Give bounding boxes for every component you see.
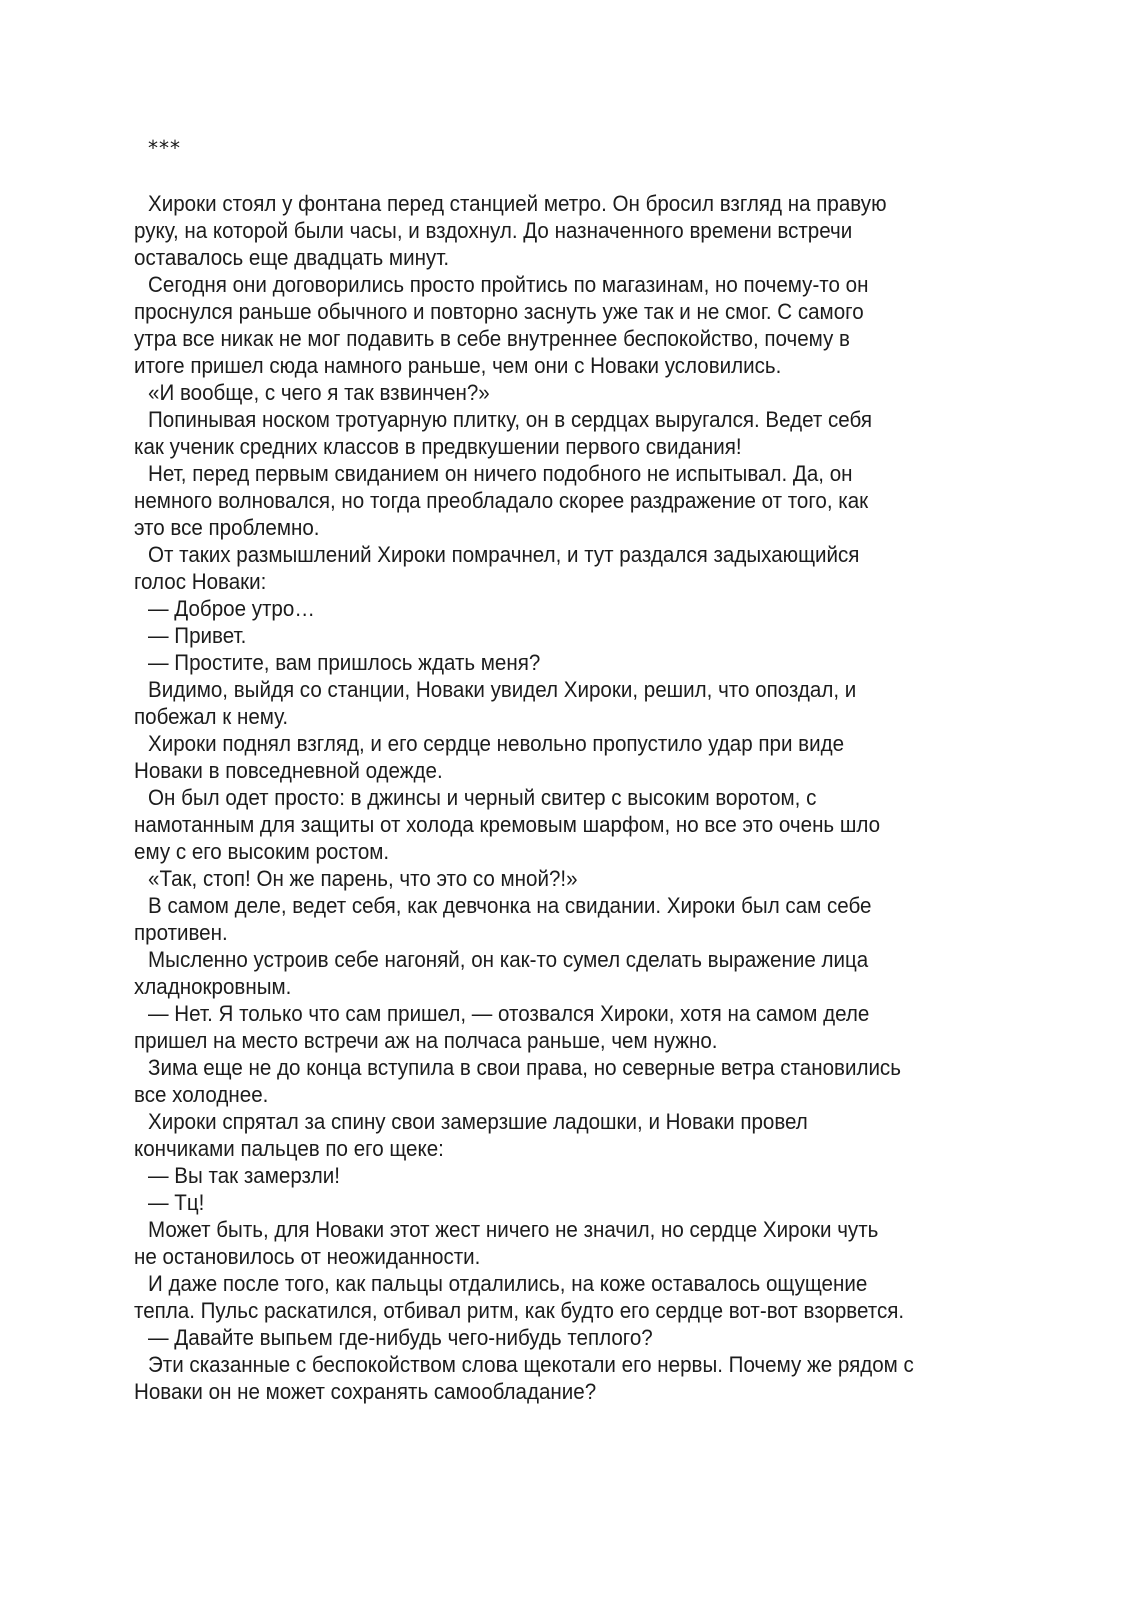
paragraph-line: ему с его высоким ростом. [134,839,390,864]
paragraph-first-line: — Нет. Я только что сам пришел, — отозвался Хироки, хотя на самом деле [148,1001,870,1026]
paragraph-line: пришел на место встречи аж на полчаса раньше, чем нужно. [134,1028,718,1053]
paragraph-first-line: Он был одет просто: в джинсы и черный свитер с высоким воротом, с [148,785,817,810]
paragraph-line: Новаки в повседневной одежде. [134,758,443,783]
paragraph-line: намотанным для защиты от холода кремовым шарфом, но все это очень шло [134,812,881,837]
paragraph-line: как ученик средних классов в предвкушении первого свидания! [134,434,742,459]
paragraph [134,946,1004,1000]
paragraph-first-line: Хироки поднял взгляд, и его сердце невольно пропустило удар при виде [148,731,845,756]
paragraph [134,1216,1004,1270]
paragraph [134,784,1004,865]
paragraph-first-line: Хироки стоял у фонтана перед станцией метро. Он бросил взгляд на правую [148,191,887,216]
paragraph-first-line: «Так, стоп! Он же парень, что это со мной?!» [148,866,578,891]
paragraph-first-line: — Вы так замерзли! [148,1163,340,1188]
paragraph-line: оставалось еще двадцать минут. [134,245,450,270]
paragraph-line: утра все никак не мог подавить в себе внутреннее беспокойство, почему в [134,326,850,351]
paragraph-first-line: Нет, перед первым свиданием он ничего подобного не испытывал. Да, он [148,461,853,486]
paragraph [134,1270,1004,1324]
paragraph-first-line: От таких размышлений Хироки помрачнел, и тут раздался задыхающийся [148,542,860,567]
body-text [134,190,1004,1405]
paragraph [134,865,1004,892]
paragraph-line: немного волновался, но тогда преобладало скорее раздражение от того, как [134,488,869,513]
paragraph-first-line: Хироки спрятал за спину свои замерзшие ладошки, и Новаки провел [148,1109,808,1134]
paragraph [134,541,1004,595]
paragraph [134,406,1004,460]
paragraph [134,1189,1004,1216]
paragraph [134,676,1004,730]
paragraph [134,190,1004,271]
paragraph-first-line: Может быть, для Новаки этот жест ничего не значил, но сердце Хироки чуть [148,1217,879,1242]
paragraph [134,595,1004,622]
paragraph-first-line: — Простите, вам пришлось ждать меня? [148,650,541,675]
paragraph-first-line: Попинывая носком тротуарную плитку, он в сердцах выругался. Ведет себя [148,407,872,432]
paragraph-line: это все проблемно. [134,515,320,540]
paragraph-line: не остановилось от неожиданности. [134,1244,481,1269]
paragraph-first-line: Видимо, выйдя со станции, Новаки увидел Хироки, решил, что опоздал, и [148,677,857,702]
paragraph [134,1351,1004,1405]
paragraph-line: кончиками пальцев по его щеке: [134,1136,444,1161]
paragraph-first-line: Мысленно устроив себе нагоняй, он как-то сумел сделать выражение лица [148,947,869,972]
paragraph-line: руку, на которой были часы, и вздохнул. До назначенного времени встречи [134,218,853,243]
paragraph-line: побежал к нему. [134,704,289,729]
paragraph-first-line: Сегодня они договорились просто пройтись по магазинам, но почему-то он [148,272,869,297]
paragraph [134,271,1004,379]
paragraph-first-line: «И вообще, с чего я так взвинчен?» [148,380,490,405]
paragraph-first-line: — Давайте выпьем где-нибудь чего-нибудь теплого? [148,1325,653,1350]
scene-separator: *** [148,136,181,160]
paragraph [134,1324,1004,1351]
paragraph-line: противен. [134,920,228,945]
paragraph [134,1162,1004,1189]
paragraph-first-line: Зима еще не до конца вступила в свои права, но северные ветра становились [148,1055,901,1080]
paragraph-first-line: — Доброе утро… [148,596,315,621]
paragraph [134,730,1004,784]
paragraph [134,622,1004,649]
paragraph-line: все холоднее. [134,1082,269,1107]
paragraph-line: проснулся раньше обычного и повторно заснуть уже так и не смог. С самого [134,299,864,324]
paragraph-first-line: И даже после того, как пальцы отдалились, на коже оставалось ощущение [148,1271,868,1296]
paragraph-first-line: — Тц! [148,1190,205,1215]
paragraph-first-line: В самом деле, ведет себя, как девчонка на свидании. Хироки был сам себе [148,893,872,918]
paragraph-line: хладнокровным. [134,974,292,999]
paragraph-line: итоге пришел сюда намного раньше, чем они с Новаки условились. [134,353,782,378]
paragraph [134,460,1004,541]
paragraph [134,1108,1004,1162]
paragraph-first-line: Эти сказанные с беспокойством слова щекотали его нервы. Почему же рядом с [148,1352,914,1377]
paragraph [134,892,1004,946]
paragraph [134,1000,1004,1054]
paragraph [134,1054,1004,1108]
paragraph [134,649,1004,676]
paragraph-line: тепла. Пульс раскатился, отбивал ритм, как будто его сердце вот-вот взорвется. [134,1298,905,1323]
paragraph [134,379,1004,406]
paragraph-line: голос Новаки: [134,569,267,594]
paragraph-line: Новаки он не может сохранять самообладание? [134,1379,597,1404]
paragraph-first-line: — Привет. [148,623,247,648]
